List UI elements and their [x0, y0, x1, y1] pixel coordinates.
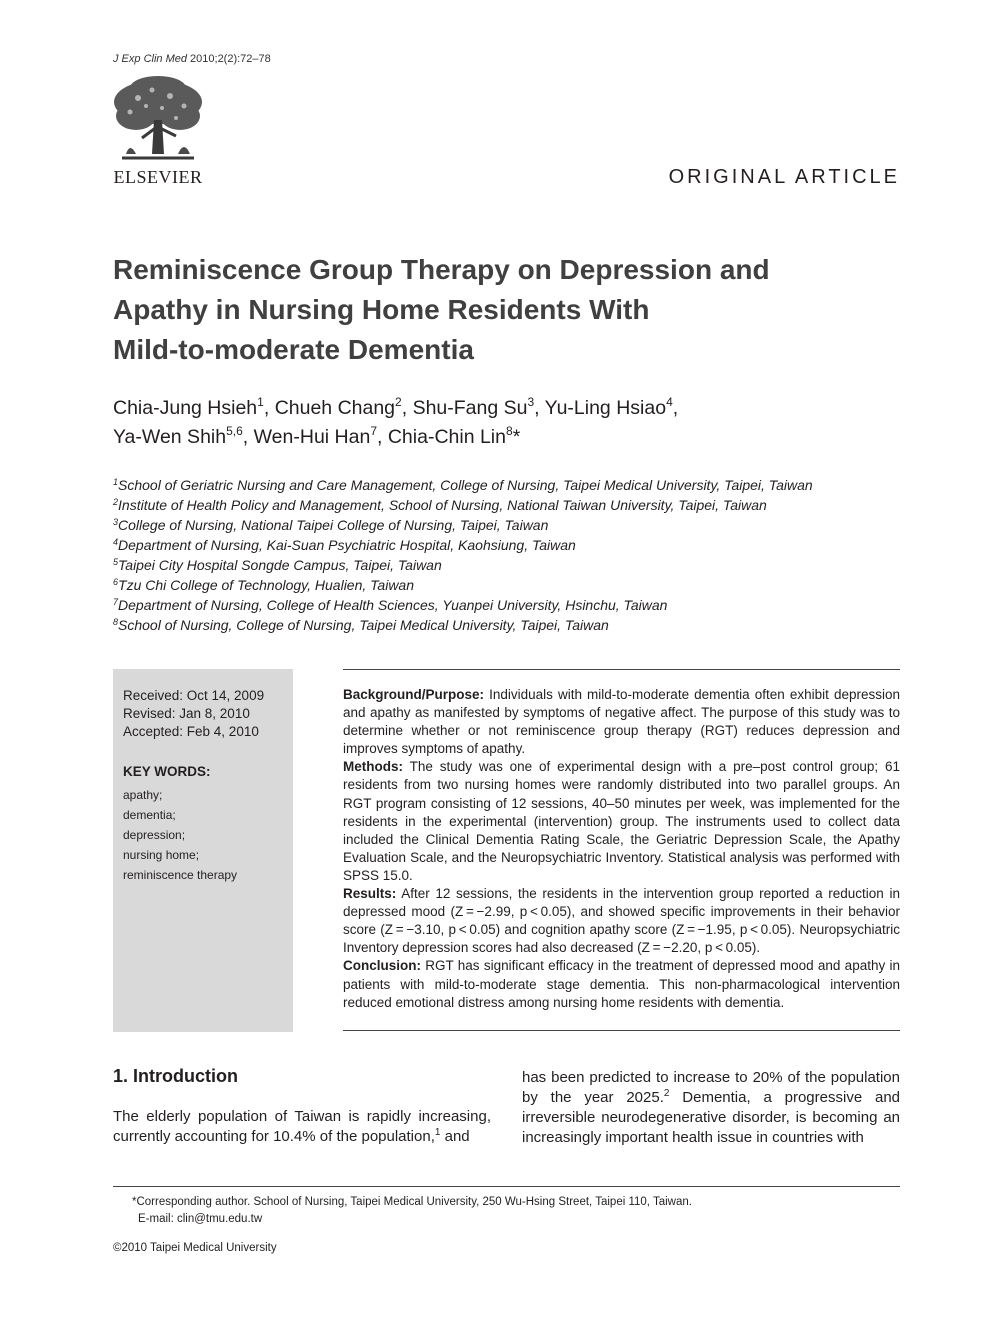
affiliation-num: 7 [113, 597, 119, 607]
affiliation [113, 475, 913, 495]
abstract-results [343, 885, 900, 957]
abstract-bottom-rule [343, 1030, 900, 1031]
abstract-methods [343, 758, 900, 885]
tree-icon [108, 76, 208, 164]
copyright: ©2010 Taipei Medical University [113, 1242, 277, 1254]
journal-volume: 2010;2(2):72–78 [186, 53, 271, 65]
title-line: Reminiscence Group Therapy on Depression and [113, 254, 770, 285]
affiliation [113, 515, 913, 535]
author-affil-ref: 2 [395, 395, 402, 409]
author-sep: , [263, 397, 275, 419]
body-text: The elderly population of Taiwan is rapidly increasing, currently accounting for 10.4% of the population, [113, 1108, 491, 1145]
author-affil-ref: 5,6 [226, 424, 243, 438]
footnote-rule [113, 1186, 900, 1187]
body-text: Dementia, a progressive and irreversible neurodegenerative disorder, is becoming an increasingly important health issue in countries with [522, 1089, 901, 1146]
author-affil-ref: 3 [527, 395, 535, 409]
author-name: Ya-Wen Shih [113, 426, 227, 448]
article-info-sidebar [113, 669, 293, 1032]
keyword: apathy; [123, 788, 163, 802]
affiliation-num: 6 [113, 577, 119, 587]
keywords-heading: KEY WORDS: [123, 764, 211, 779]
author-affil-ref: 7 [370, 424, 377, 438]
affiliation [113, 575, 913, 595]
accepted-date: Accepted: Feb 4, 2010 [123, 724, 259, 739]
author-line [113, 423, 873, 452]
abstract-text: RGT has significant efficacy in the treatment of depressed mood and apathy in patients with mild-to-moderate stage dementia. This non-pharmacological intervention reduced emotional distress among nursing home residents with dementia. [343, 958, 900, 1010]
affiliation-num: 8 [113, 617, 119, 627]
author-name: Chia-Chin Lin [387, 426, 506, 448]
body-column-left [113, 1107, 491, 1147]
article-dates [123, 687, 264, 741]
keywords-list [123, 785, 237, 885]
body-paragraph [522, 1068, 900, 1148]
affiliation-text: School of Nursing, College of Nursing, Taipei Medical University, Taipei, Taiwan [118, 617, 609, 633]
affiliation [113, 595, 913, 615]
abstract-background [343, 686, 900, 758]
author-name: Wen-Hui Han [253, 426, 371, 448]
affiliation-num: 5 [113, 557, 119, 567]
affiliation-list [113, 475, 913, 635]
affiliation-num: 3 [113, 517, 119, 527]
section-heading: 1. Introduction [113, 1066, 238, 1086]
abstract [343, 686, 900, 1012]
keyword: nursing home; [123, 848, 200, 862]
body-paragraph [113, 1107, 491, 1147]
affiliation [113, 555, 913, 575]
author-name: Shu-Fang Su [412, 397, 528, 419]
body-text: and [440, 1128, 470, 1145]
journal-name: J Exp Clin Med [113, 53, 187, 65]
keyword: dementia; [123, 808, 176, 822]
affiliation-text: School of Geriatric Nursing and Care Management, College of Nursing, Taipei Medical University, Taipei, Taiwan [118, 477, 813, 493]
author-affil-ref: 1 [257, 395, 264, 409]
affiliation-text: Institute of Health Policy and Management, School of Nursing, National Taiwan University, Taipei, Taiwan [118, 497, 767, 513]
title-line: Apathy in Nursing Home Residents With [113, 294, 650, 325]
author-list [113, 394, 873, 452]
author-line [113, 394, 873, 423]
body-column-right [522, 1068, 900, 1148]
revised-date: Revised: Jan 8, 2010 [123, 706, 250, 721]
abstract-text: After 12 sessions, the residents in the intervention group reported a reduction in depressed mood (Z = −2.99, p < 0.05), and showed specific improvements in their behavior score (Z = −3.10, p < 0.05) and cognition apathy score (Z = −1.95, p < 0.05). Neuropsychiatric Inventory depression scores had also decreased (Z = −2.20, p < 0.05). [343, 886, 900, 956]
abstract-label: Conclusion: [343, 958, 421, 974]
author-name: Chia-Jung Hsieh [113, 397, 258, 419]
keyword: depression; [123, 828, 186, 842]
affiliation-num: 2 [113, 497, 119, 507]
elsevier-logo [108, 76, 218, 188]
citation-ref: 2 [663, 1088, 670, 1099]
affiliation-text: College of Nursing, National Taipei College of Nursing, Taipei, Taiwan [118, 517, 549, 533]
author-email: E-mail: clin@tmu.edu.tw [138, 1213, 263, 1225]
author-name: Chueh Chang [274, 397, 396, 419]
affiliation-text: Department of Nursing, College of Health Sciences, Yuanpei University, Hsinchu, Taiwan [118, 597, 668, 613]
abstract-text: Individuals with mild-to-moderate dementia often exhibit depression and apathy as manifested by symptoms of negative affect. The purpose of this study was to determine whether or not reminiscence group therapy (RGT) reduces depression and improves symptoms of apathy. [343, 687, 900, 757]
author-sep: , [242, 426, 254, 448]
author-sep: , [401, 397, 413, 419]
abstract-conclusion [343, 957, 900, 1011]
author-sep: , [534, 397, 545, 419]
affiliation [113, 615, 913, 635]
journal-reference [113, 53, 271, 65]
abstract-label: Background/Purpose: [343, 687, 485, 702]
paper-title [113, 250, 873, 370]
elsevier-wordmark: ELSEVIER [113, 167, 203, 187]
article-type: ORIGINAL ARTICLE [668, 166, 900, 188]
author-sep: , [672, 397, 679, 419]
affiliation-num: 1 [113, 477, 119, 487]
author-sep: * [512, 426, 521, 448]
keyword: reminiscence therapy [123, 868, 238, 882]
abstract-label: Results: [343, 886, 397, 902]
corresponding-author: *Corresponding author. School of Nursing, Taipei Medical University, 250 Wu-Hsing Street, Taipei 110, Taiwan. [132, 1196, 692, 1208]
received-date: Received: Oct 14, 2009 [123, 688, 265, 703]
citation-ref: 1 [434, 1127, 441, 1138]
author-sep: , [377, 426, 388, 448]
author-name: Yu-Ling Hsiao [544, 397, 667, 419]
abstract-text: The study was one of experimental design with a pre–post control group; 61 residents from two nursing homes were randomly distributed into two parallel groups. An RGT program consisting of 12 sessions, 40–50 minutes per week, was implemented for the residents in the experimental (intervention) group. The instruments used to collect data included the Clinical Dementia Rating Scale, the Geriatric Depression Scale, the Apathy Evaluation Scale, and the Neuropsychiatric Inventory. Statistical analysis was performed with SPSS 15.0. [343, 759, 900, 883]
title-line: Mild-to-moderate Dementia [113, 334, 474, 365]
author-affil-ref: 8 [506, 424, 513, 438]
abstract-label: Methods: [343, 759, 403, 775]
abstract-top-rule [343, 669, 900, 670]
affiliation-text: Taipei City Hospital Songde Campus, Taipei, Taiwan [118, 557, 442, 573]
author-affil-ref: 4 [666, 395, 673, 409]
corresponding-author-footnote [132, 1194, 692, 1228]
affiliation-num: 4 [113, 537, 119, 547]
affiliation [113, 535, 913, 555]
affiliation-text: Department of Nursing, Kai-Suan Psychiatric Hospital, Kaohsiung, Taiwan [118, 537, 576, 553]
body-text: has been predicted to increase to 20% of the population by the year 2025. [522, 1069, 900, 1106]
affiliation [113, 495, 913, 515]
affiliation-text: Tzu Chi College of Technology, Hualien, Taiwan [118, 577, 415, 593]
